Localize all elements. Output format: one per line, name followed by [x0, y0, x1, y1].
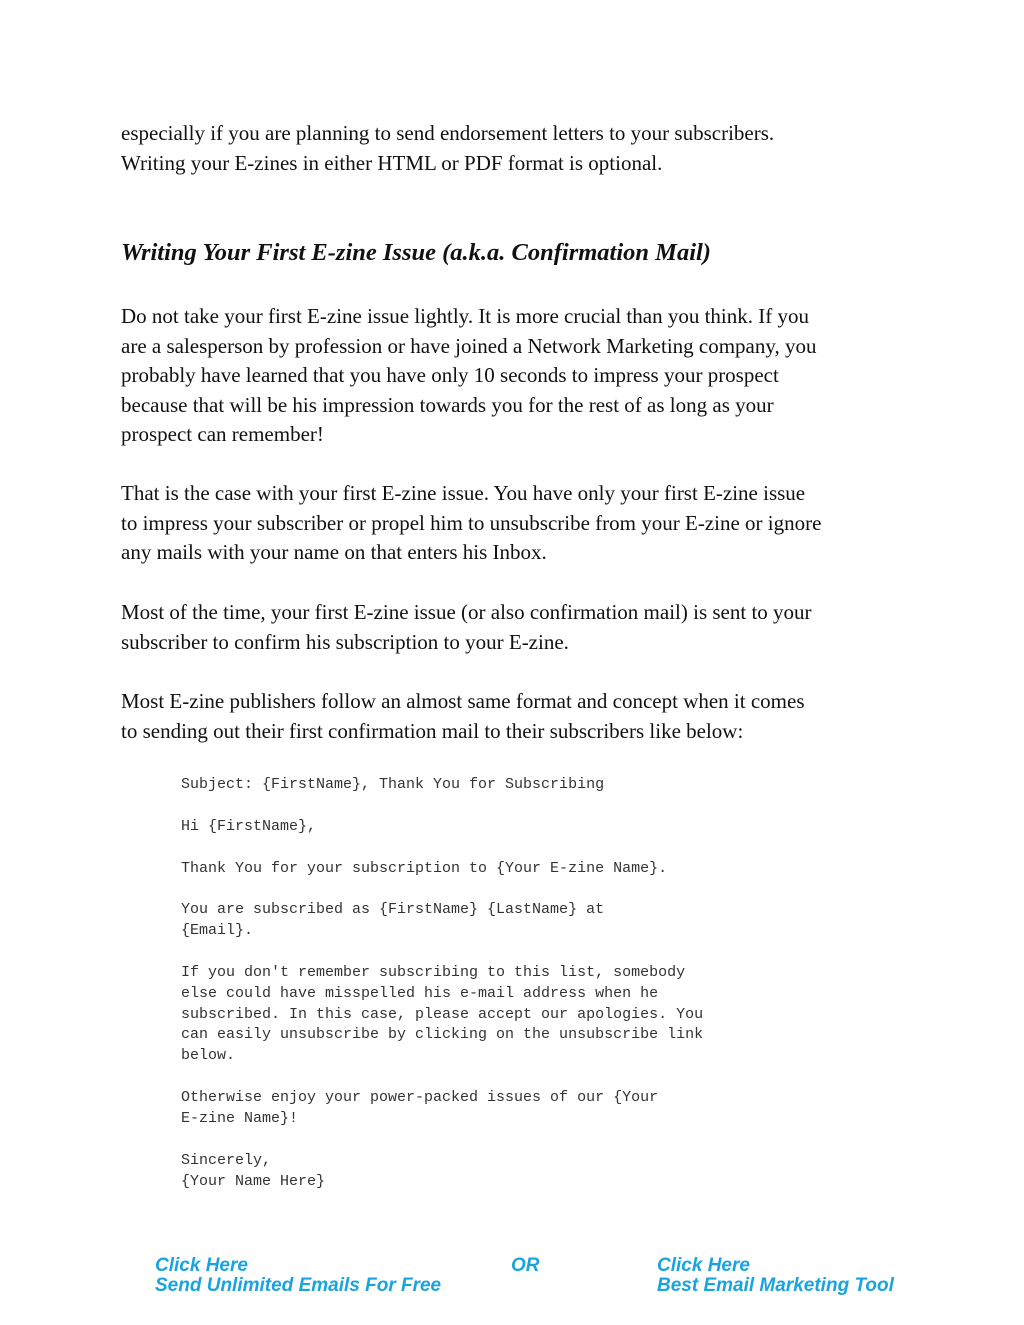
send-unlimited-emails-link[interactable] — [155, 1256, 441, 1296]
email-line: {Email}. — [181, 921, 254, 939]
link-label: Best Email Marketing Tool — [657, 1275, 894, 1296]
footer-or-separator: OR — [511, 1255, 540, 1276]
section-heading: Writing Your First E-zine Issue (a.k.a. Confirmation Mail) — [121, 239, 711, 266]
paragraph-line: are a salesperson by profession or have joined a Network Marketing company, you — [121, 333, 817, 358]
link-label: Click Here — [657, 1255, 750, 1276]
email-line: Thank You for your subscription to {Your E-zine Name}. — [181, 860, 668, 877]
email-line: Subject: {FirstName}, Thank You for Subscribing — [181, 776, 605, 793]
paragraph-line: because that will be his impression towards you for the rest of as long as your — [121, 392, 774, 417]
email-line: Hi {FirstName}, — [181, 818, 317, 835]
body-paragraph — [121, 687, 921, 746]
email-line: subscribed. In this case, please accept our apologies. You — [181, 1005, 704, 1023]
paragraph-line: any mails with your name on that enters his Inbox. — [121, 540, 547, 565]
email-signature-block — [181, 1151, 801, 1193]
paragraph-line: That is the case with your first E-zine issue. You have only your first E-zine issue — [121, 481, 806, 505]
paragraph-line: Most E-zine publishers follow an almost same format and concept when it comes — [121, 689, 805, 713]
link-label: Send Unlimited Emails For Free — [155, 1275, 442, 1296]
intro-paragraph — [121, 119, 921, 178]
email-subject-block — [181, 775, 801, 796]
email-line: If you don't remember subscribing to this list, somebody — [181, 964, 686, 981]
link-label: Click Here — [155, 1255, 248, 1276]
body-paragraph — [121, 598, 921, 657]
intro-line: especially if you are planning to send endorsement letters to your subscribers. — [121, 121, 775, 145]
body-paragraph — [121, 302, 921, 450]
email-line: You are subscribed as {FirstName} {LastName} at — [181, 901, 605, 918]
email-enjoy-block — [181, 1088, 801, 1130]
best-email-marketing-tool-link[interactable] — [657, 1256, 894, 1296]
paragraph-line: subscriber to confirm his subscription to your E-zine. — [121, 629, 569, 654]
email-disclaimer-block — [181, 963, 801, 1067]
email-line: Otherwise enjoy your power-packed issues of our {Your — [181, 1089, 659, 1106]
paragraph-line: to impress your subscriber or propel him to unsubscribe from your E-zine or ignore — [121, 510, 822, 535]
email-line: can easily unsubscribe by clicking on the unsubscribe link — [181, 1026, 704, 1044]
email-line: below. — [181, 1047, 236, 1065]
email-line: else could have misspelled his e-mail address when he — [181, 984, 659, 1002]
body-paragraph — [121, 479, 921, 568]
email-line: {Your Name Here} — [181, 1172, 326, 1190]
intro-line: Writing your E-zines in either HTML or PDF format is optional. — [121, 150, 663, 175]
email-subscribed-as-block — [181, 900, 801, 942]
email-thanks-block — [181, 859, 801, 880]
paragraph-line: to sending out their first confirmation mail to their subscribers like below: — [121, 718, 744, 743]
email-line: E-zine Name}! — [181, 1109, 299, 1127]
paragraph-line: prospect can remember! — [121, 422, 324, 447]
paragraph-line: Most of the time, your first E-zine issue (or also confirmation mail) is sent to your — [121, 600, 812, 624]
email-greeting-block — [181, 817, 801, 838]
email-line: Sincerely, — [181, 1152, 272, 1169]
paragraph-line: probably have learned that you have only 10 seconds to impress your prospect — [121, 363, 779, 388]
paragraph-line: Do not take your first E-zine issue lightly. It is more crucial than you think. If you — [121, 304, 809, 328]
